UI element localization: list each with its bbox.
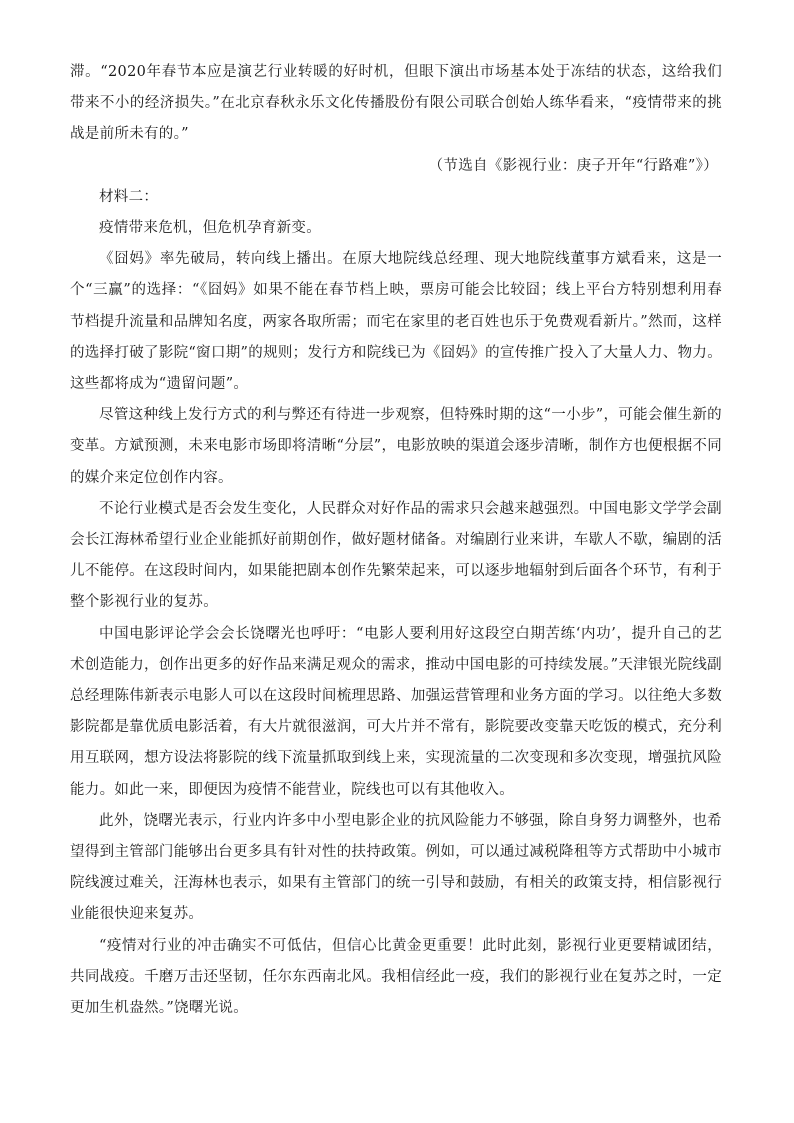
paragraph-continued: 滞。“2020年春节本应是演艺行业转暖的好时机，但眼下演出市场基本处于冻结的状态，这给我们带来不小的经济损失。”在北京春秋永乐文化传播股份有限公司联合创始人练华看来，“疫情带来的挑战是前所未有的。” <box>70 64 722 143</box>
paragraph-demand: 不论行业模式是否会发生变化，人民群众对好作品的需求只会越来越强烈。中国电影文学学会副会长江海林希望行业企业能抓好前期创作，做好题材储备。对编剧行业来讲，车歇人不歇，编剧的活儿不能停。在这段时间内，如果能把剧本创作先繁荣起来，可以逐步地辐射到后面各个环节，有利于整个影视行业的复苏。 <box>70 500 722 611</box>
paragraph-lost-in-russia: 《囧妈》率先破局，转向线上播出。在原大地院线总经理、现大地院线董事方斌看来，这是一个“三赢”的选择：“《囧妈》如果不能在春节档上映，票房可能会比较囧；线上平台方特别想利用春节档提升流量和品牌知名度，两家各取所需；而宅在家里的老百姓也乐于免费观看新片。”然而，这样的选择打破了影院“窗口期”的规则；发行方和院线已为《囧妈》的宣传推广投入了大量人力、物力。这些都将成为“遗留问题”。 <box>70 251 722 393</box>
paragraph-online-release: 尽管这种线上发行方式的利与弊还有待进一步观察，但特殊时期的这“一小步”，可能会催生新的变革。方斌预测，未来电影市场即将清晰“分层”，电影放映的渠道会逐步清晰，制作方也便根据不同的媒介来定位创作内容。 <box>70 407 722 486</box>
paragraph-policy-support: 此外，饶曙光表示，行业内许多中小型电影企业的抗风险能力不够强，除自身努力调整外，也希望得到主管部门能够出台更多具有针对性的扶持政策。例如，可以通过减税降租等方式帮助中小城市院线渡过难关，汪海林也表示，如果有主管部门的统一引导和鼓励，有相关的政策支持，相信影视行业能很快迎来复苏。 <box>70 812 722 923</box>
source-citation: （节选自《影视行业：庚子开年“行路难”》） <box>428 157 718 174</box>
paragraph-rao-shuguang-appeal: 中国电影评论学会会长饶曙光也呼吁：“电影人要利用好这段空白期苦练‘内功’，提升自己的艺术创造能力，创作出更多的好作品来满足观众的需求，推动中国电影的可持续发展。”天津银光院线副总经理陈伟新表示电影人可以在这段时间梳理思路、加强运营管理和业务方面的学习。以往绝大多数影院都是靠优质电影活着，有大片就很滋润，可大片并不常有，影院要改变靠天吃饭的模式，充分利用互联网，想方设法将影院的线下流量抓取到线上来，实现流量的二次变现和多次变现，增强抗风险能力。如此一来，即便因为疫情不能营业，院线也可以有其他收入。 <box>70 625 722 798</box>
paragraph-intro: 疫情带来危机，但危机孕育新变。 <box>99 220 321 237</box>
paragraph-closing-quote: “疫情对行业的冲击确实不可低估，但信心比黄金更重要！此时此刻，影视行业更要精诚团结，共同战疫。千磨万击还坚韧，任尔东西南北风。我相信经此一疫，我们的影视行业在复苏之时，一定更加生机盎然。”饶曙光说。 <box>70 937 722 1017</box>
section-heading-material-two: 材料二： <box>99 188 159 205</box>
document-page <box>70 57 722 1024</box>
